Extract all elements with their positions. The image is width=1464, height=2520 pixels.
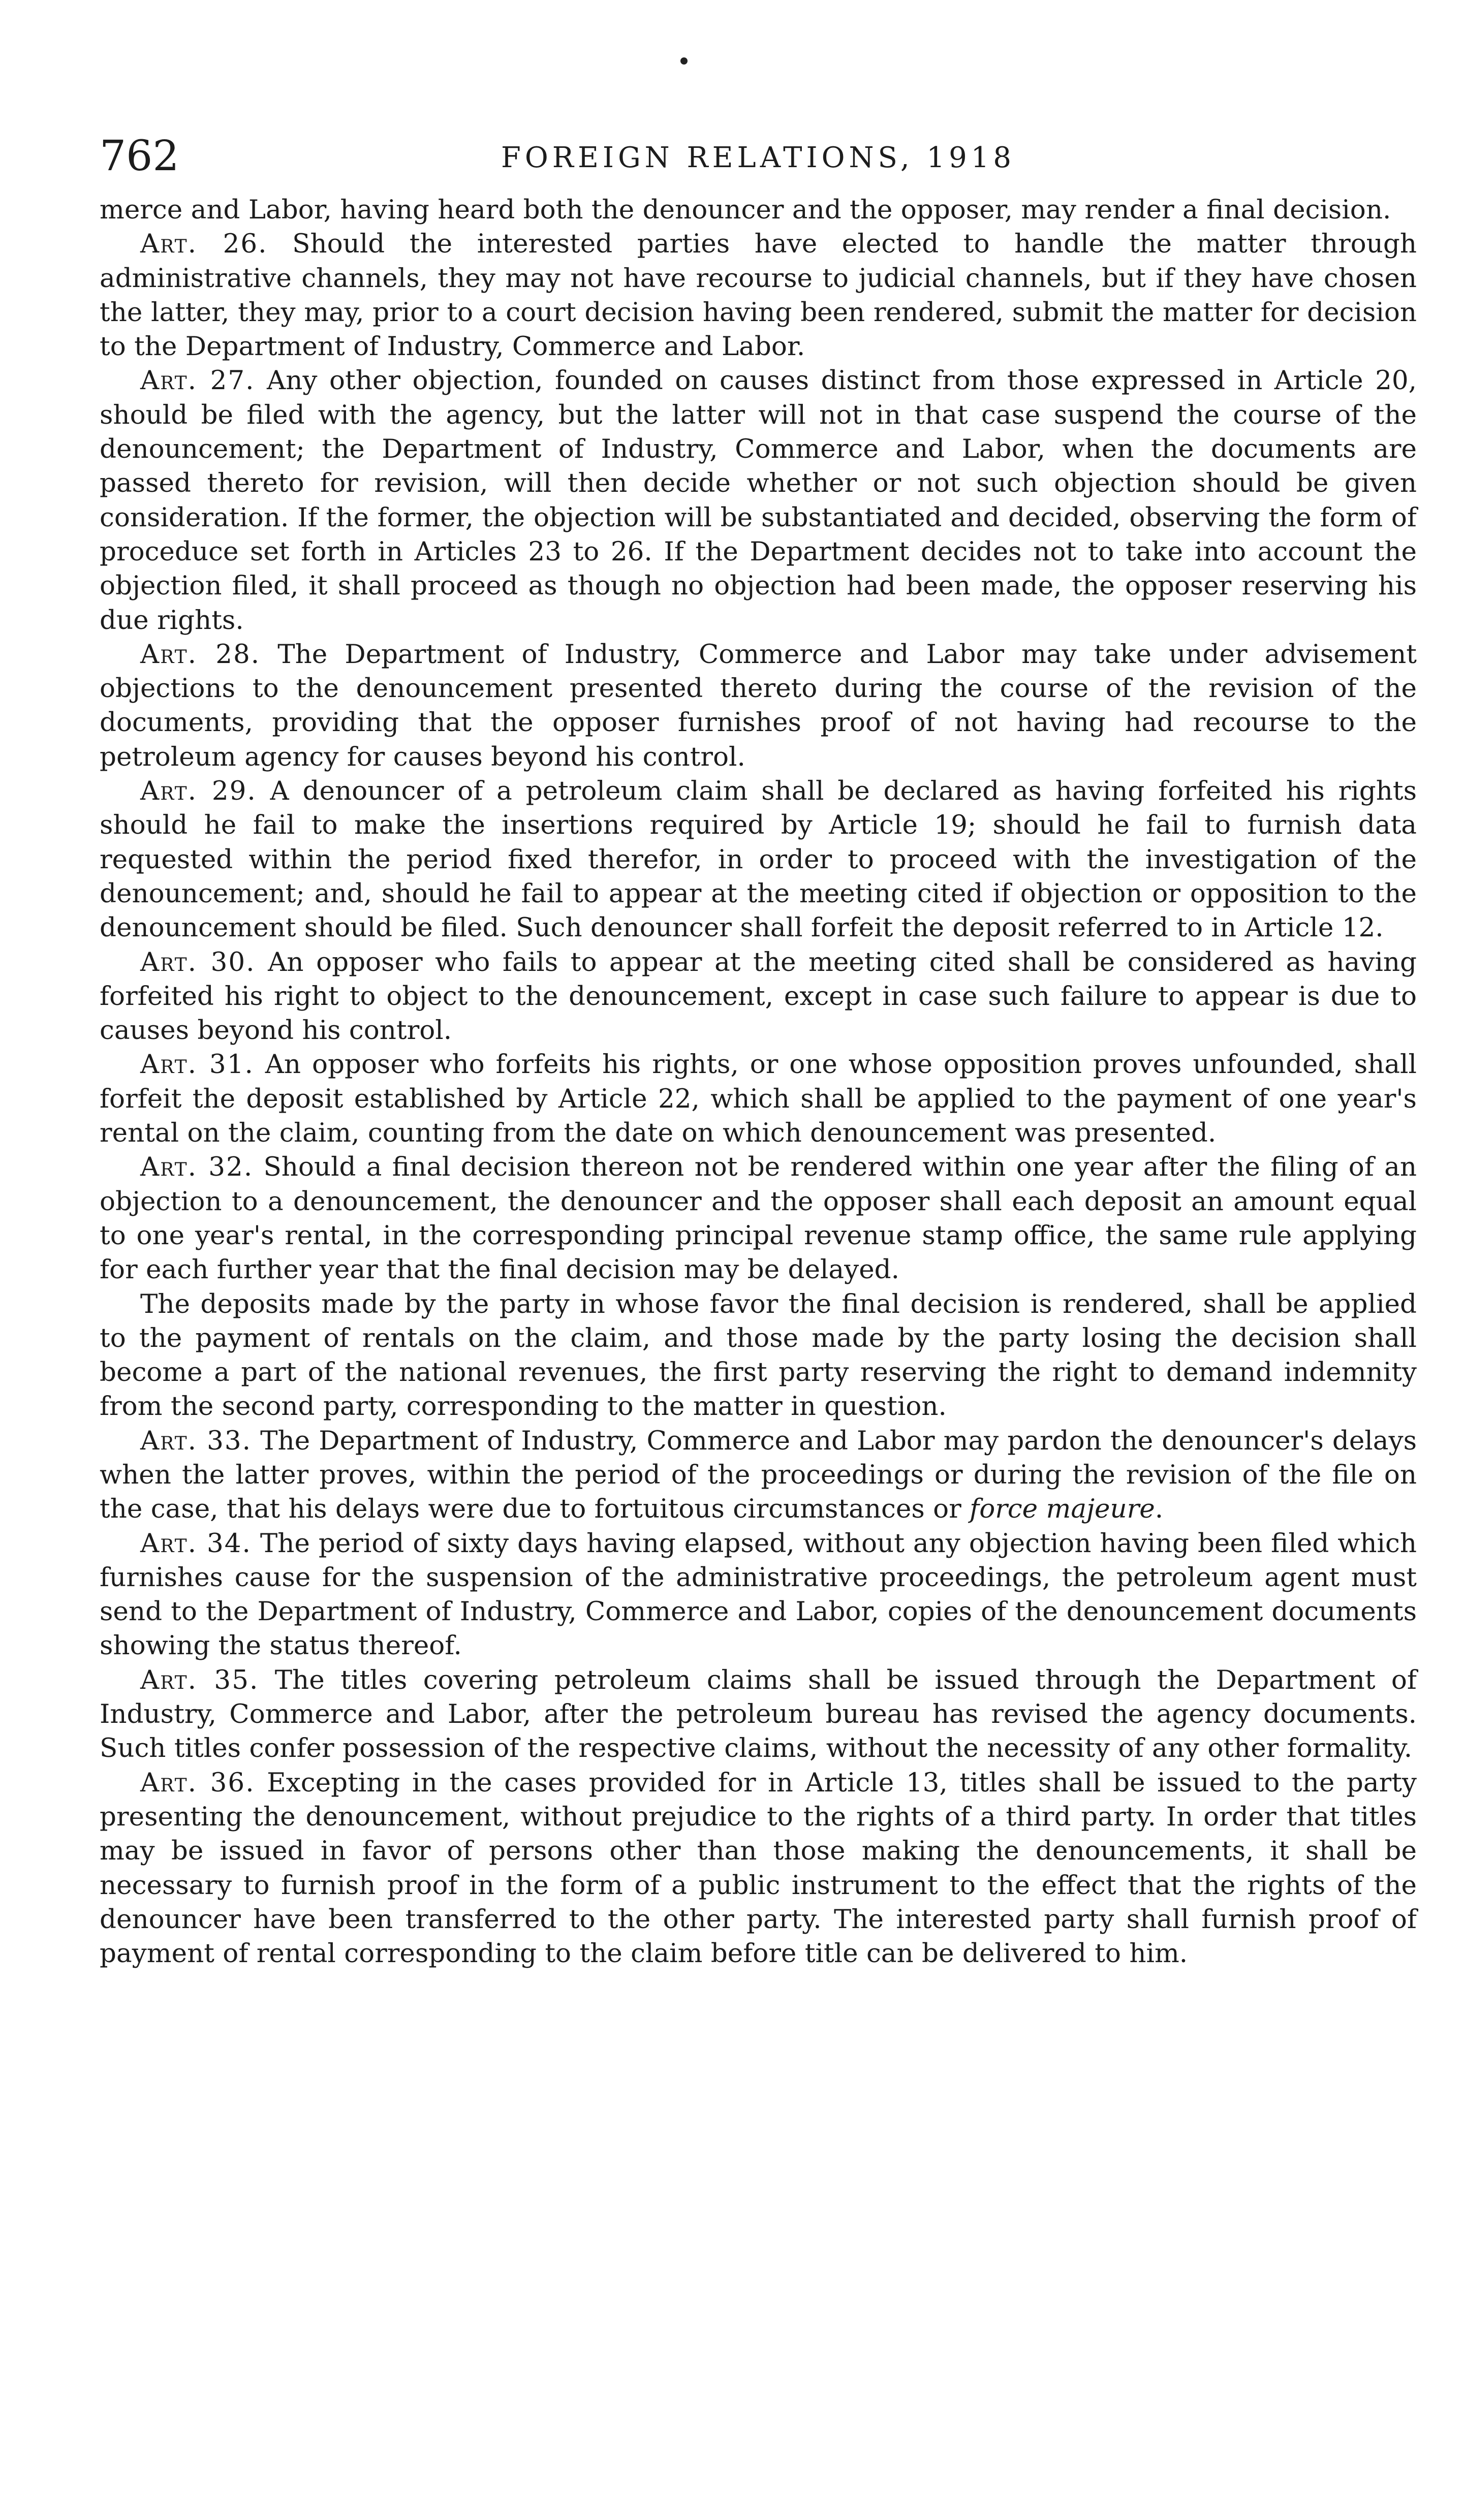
running-head: FOREIGN RELATIONS, 1918 [501,141,1015,174]
paragraph-art-36: Art. 36. Excepting in the cases provided for in Article 13, titles shall be issued to the party presenting the denouncement, without prejudice to the rights of a third party. In order that titles may be issued in favor of persons other than those making the denouncements, it shall be necessary to furnish proof in the form of a public instrument to the effect that the rights of the denouncer have been transferred to the other party. The interested party shall furnish proof of payment of rental corresponding to the claim before title can be delivered to him. [100,1767,1417,1969]
paragraph-art-33: Art. 33. The Department of Industry, Commerce and Labor may pardon the denouncer's delays when the latter proves, within the period of the proceedings or during the revision of the file on the case, that his delays were due to fortuitous circumstances or force majeure. [100,1425,1417,1525]
page [100,117,1417,1971]
paragraph-art-30: Art. 30. An opposer who fails to appear at the meeting cited shall be considered as having forfeited his right to object to the denouncement, except in case such failure to appear is due to causes beyond his control. [100,947,1417,1046]
article-label: Art. 27. [140,365,255,396]
article-label: Art. 31. [140,1049,254,1080]
article-label: Art. 34. [140,1528,252,1559]
italic-term: force majeure [970,1494,1155,1525]
article-label: Art. 30. [140,947,256,978]
paragraph-art-27: Art. 27. Any other objection, founded on causes distinct from those expressed in Article 20, should be filed with the agency, but the latter will not in that case suspend the course of the denouncement; the Department of Industry, Commerce and Labor, when the documents are passed thereto for revision, will then decide whether or not such objection should be given consideration. If the former, the objection will be substantiated and decided, observing the form of proceduce set forth in Articles 23 to 26. If the Department decides not to take into account the objection filed, it shall proceed as though no objection had been made, the opposer reserving his due rights. [100,365,1417,636]
paragraph-art-35: Art. 35. The titles covering petroleum claims shall be issued through the Department of Industry, Commerce and Labor, after the petroleum bureau has revised the agency documents. Such titles confer possession of the respective claims, without the necessity of any other formality. [100,1664,1417,1764]
article-label: Art. 33. [140,1425,252,1456]
page-body [100,193,1417,1971]
paragraph-art-29: Art. 29. A denouncer of a petroleum claim shall be declared as having forfeited his rights should he fail to make the insertions required by Article 19; should he fail to furnish data requested within the period fixed therefor, in order to proceed with the investigation of the denouncement; and, should he fail to appear at the meeting cited if objection or opposition to the denouncement should be filed. Such denouncer shall forfeit the deposit referred to in Article 12. [100,776,1417,943]
article-label: Art. 32. [140,1152,254,1183]
article-label: Art. 36. [140,1767,255,1798]
article-label: Art. 35. [140,1664,259,1695]
paragraph-deposits: The deposits made by the party in whose favor the final decision is rendered, shall be applied to the payment of rentals on the claim, and those made by the party losing the decision shall become a part of the national revenues, the first party reserving the right to demand indemnity from the second party, corresponding to the matter in question. [100,1288,1417,1422]
paragraph-art-34: Art. 34. The period of sixty days having elapsed, without any objection having been filed which furnishes cause for the suspension of the administrative proceedings, the petroleum agent must send to the Department of Industry, Commerce and Labor, copies of the denouncement documents showing the status thereof. [100,1528,1417,1661]
article-label: Art. 29. [140,776,257,807]
page-number: 762 [100,132,179,180]
paragraph-art-32: Art. 32. Should a final decision thereon not be rendered within one year after the filing of an objection to a denouncement, the denouncer and the opposer shall each deposit an amount equal to one year's rental, in the corresponding principal revenue stamp office, the same rule applying for each further year that the final decision may be delayed. [100,1152,1417,1285]
page-header [100,117,1417,193]
article-label: Art. 26. [140,229,268,260]
paragraph-continuation: merce and Labor, having heard both the denouncer and the opposer, may render a final decision. [100,195,1391,225]
paragraph-art-28: Art. 28. The Department of Industry, Commerce and Labor may take under advisement objections to the denouncement presented thereto during the course of the revision of the documents, providing that the opposer furnishes proof of not having had recourse to the petroleum agency for causes beyond his control. [100,639,1417,772]
paragraph-art-26: Art. 26. Should the interested parties have elected to handle the matter through administrative channels, they may not have recourse to judicial channels, but if they have chosen the latter, they may, prior to a court decision having been rendered, submit the matter for decision to the Department of Industry, Commerce and Labor. [100,229,1417,362]
printer-dot [680,57,688,65]
article-label: Art. 28. [140,639,261,670]
paragraph-art-31: Art. 31. An opposer who forfeits his rights, or one whose opposition proves unfounded, shall forfeit the deposit established by Article 22, which shall be applied to the payment of one year's rental on the claim, counting from the date on which denouncement was presented. [100,1049,1417,1149]
